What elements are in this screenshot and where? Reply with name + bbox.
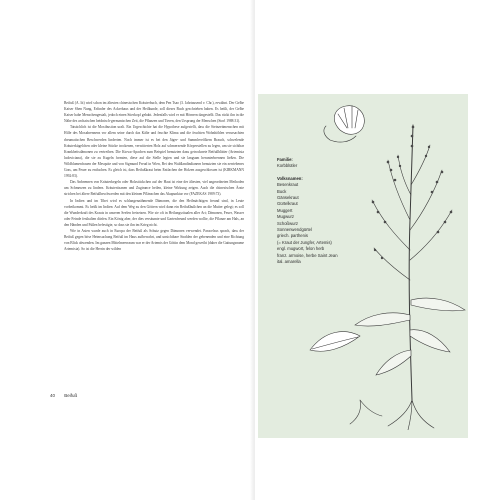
folk-name: franz. armoise, herbe Saint Jean	[277, 252, 338, 258]
folio	[50, 393, 77, 398]
paragraph: Das Anbrennen von Kräuterkegeln oder Holzstückchen auf der Haut ist eine der ältesten, viel angeordneten Methoden um Schmerzen zu lindern. Kräutertisanen und Zugtrance heilen, kleine Wirkung zeigen. Auch die chinesischen Ärzte strichen bei ältere Beifußbeschwerden mit den kleinen Pflänzchen das Akupunktur vor (FAZEKAS 1989:73).	[64, 180, 244, 197]
family-label: Familie:	[277, 157, 293, 162]
folk-name: Gürtelkraut	[277, 201, 298, 207]
paragraph: Wie in Asien wurde auch in Europa der Beifuß als Schutz gegen Dämonen verwendet. Paracelsus sprach, dass der Beifuß gegen böse Heimsuchung Beifuß im Haus aufbewahrt, und unsichtbare Strahlen der gebenenden und eine Richtung von Blick abwenden. Im ganzen Mittelmeerraum war er der Artemis der Göttin dem Mond geweiht (daher die Gattungsname Artemisia). So ist die Herrin der wilden	[64, 228, 244, 252]
family-value: Korbblütler	[277, 163, 298, 169]
names-label: Volksnamen:	[277, 175, 303, 181]
folk-name: Sonnenwendgürtel	[277, 227, 312, 233]
paragraph: Tatsächlich ist die Moxibustion uralt. Ein Urgeschichte hat die Hypothese aufgestellt, dass die Steinzeitmenschen mit Hilfe des Moxabrennens vor allem seine durch das Kälte und feuchte Klima und die feuchten Wohnhöhlen verursachten rheumatischen Beschwerden linderten. Noch immer ist es bei den Jäger- und Sammlervölkern Brauch, schwelende Kräuterkügelchen oder kleine Stücke trockenen, verwitterten Holz auf schmerzende Körperstellen zu legen, um sie sichtbar Krankheitsdämonen zu vertreiben. Die Kiowa-Apachen zum Beispiel benutzten dazu getrocknete Beifußblätter (Artemisia ludoviciana), die sie zu Kugeln formten, diese auf die Stelle legten und sie langsam herunterbrennen ließen. Die Wildblumenfrauen der Mesquite und von Sigmund Freud in Wien, Bei den Waldlandindianern benutzten sie ein zerriebenes Gras, um Feuer zu entfachen. Es gleich ist, dass Beifußkraut beim Entfachen der Holzen ausgeschlossen ist (KIRKMANN 1992:83).	[64, 125, 244, 179]
folk-name: engl. mugwort, felon herb	[277, 246, 325, 252]
folk-name: Besenkraut	[277, 182, 299, 188]
folk-name: Gänsekraut	[277, 195, 299, 201]
folk-name: Mugwurz	[277, 214, 294, 220]
body-text	[64, 100, 244, 252]
page-number: 40	[50, 393, 56, 398]
folk-name: Muggert	[277, 207, 293, 213]
sidebar-facts	[277, 157, 361, 266]
paragraph: In Indien und im Tibet wird es schlangenzähmende Dämonen, die den Heilmächtigen freund sind, in Leute vorbeikommt. Es heißt im Indien: Auf dem Weg zu den Göttern wird dann ein Beifußbußchen an die Mutter gelegt; es soll die Wunderkraft des Krauts in unseren Seelen freisetzen. Wie sie oft in Heilungsritualen aller Art; Dämonen, Feuer, Wasser oder Feinde festhalten dürfen. Ein König aber, der dies versäumte und Gartenfreund werden wollte, die Pflanze am Hals, an den Händen und Füßen befestigte, so dass sie ihn im Krieg nicht.	[64, 198, 244, 227]
folk-name: ital. amarella	[277, 259, 301, 265]
paragraph: Beifuß (A. lit) wird schon im ältesten chinesischen Kräuterbuch, dem Pen Tsao (3. Jahrtausend v. Chr.), erwähnt. Der Gelbe Kaiser Shen Nung, Erfinder des Ackerbaus und der Heilkunde, soll dieses Buch geschrieben haben. Es heißt, der Gelbe Kaiser habe Menschengestalt, jedoch einen Stierkopf gehabt. Jedenfalls wird er mit Hörnern dargestellt. Das rückt ihn in die Nähe des archaischen heidnisch-germanischen Zeit, die Pflanzen und Tieren, den Ursprung der Menschen (Storl 1988:31).	[64, 101, 244, 124]
folk-name: (= Kraut der Jungfer, Artemis)	[277, 239, 332, 245]
folk-name: Buck	[277, 188, 287, 194]
running-head: Beifuß	[64, 393, 78, 398]
folk-name: Schoßwurz	[277, 220, 298, 226]
folk-name: griech. parthenis	[277, 233, 308, 239]
